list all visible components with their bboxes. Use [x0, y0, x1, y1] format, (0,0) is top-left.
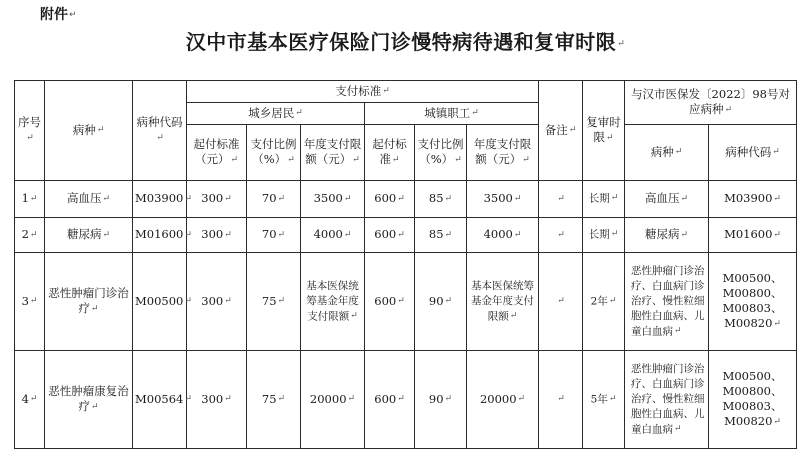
cell-remark: ↵: [539, 351, 583, 449]
cell-ur-start: 300↵: [187, 181, 247, 218]
table-row: [15, 351, 797, 449]
cell-code: M00564↵: [133, 351, 187, 449]
cell-ref-code: M01600↵: [709, 218, 797, 253]
cell-ref-disease: 恶性肿瘤门诊治疗、白血病门诊治疗、慢性粒细胞性白血病、儿童白血病↵: [625, 253, 709, 351]
header-ue-limit: 年度支付限额（元）↵: [467, 125, 539, 181]
header-doc-group: 与汉市医保发〔2022〕98号对应病种↵: [625, 81, 797, 125]
cell-ref-code: M03900↵: [709, 181, 797, 218]
cell-disease: 恶性肿瘤康复治疗↵: [45, 351, 133, 449]
cell-ref-disease: 糖尿病↵: [625, 218, 709, 253]
header-doc-disease: 病种↵: [625, 125, 709, 181]
table-row: [15, 181, 797, 218]
cell-seq: 2↵: [15, 218, 45, 253]
header-doc-code: 病种代码↵: [709, 125, 797, 181]
header-review-period: 复审时限↵: [583, 81, 625, 181]
cell-ue-ratio: 85↵: [415, 181, 467, 218]
cell-disease: 高血压↵: [45, 181, 133, 218]
cell-ur-ratio: 70↵: [247, 181, 301, 218]
cell-seq: 1↵: [15, 181, 45, 218]
table-row: [15, 253, 797, 351]
cell-ref-code: M00500、M00800、M00803、M00820↵: [709, 351, 797, 449]
cell-ur-ratio: 70↵: [247, 218, 301, 253]
cell-seq: 4↵: [15, 351, 45, 449]
cell-ur-limit: 4000↵: [301, 218, 365, 253]
cell-review: 5年↵: [583, 351, 625, 449]
cell-ref-disease: 高血压↵: [625, 181, 709, 218]
header-urban-employee: 城镇职工↵: [365, 103, 539, 125]
cell-ref-disease: 恶性肿瘤门诊治疗、白血病门诊治疗、慢性粒细胞性白血病、儿童白血病↵: [625, 351, 709, 449]
document-title: 汉中市基本医疗保险门诊慢特病待遇和复审时限↵: [185, 30, 626, 54]
header-payment-standard: 支付标准↵: [187, 81, 539, 103]
cell-remark: ↵: [539, 218, 583, 253]
cell-ue-ratio: 90↵: [415, 351, 467, 449]
cell-ue-limit: 基本医保统筹基金年度支付限额↵: [467, 253, 539, 351]
cell-review: 长期↵: [583, 218, 625, 253]
cell-ref-code: M00500、M00800、M00803、M00820↵: [709, 253, 797, 351]
header-urban-rural: 城乡居民↵: [187, 103, 365, 125]
header-ue-start: 起付标准↵: [365, 125, 415, 181]
disease-benefits-table: [14, 80, 797, 449]
cell-code: M01600↵: [133, 218, 187, 253]
cell-ue-start: 600↵: [365, 181, 415, 218]
cell-remark: ↵: [539, 253, 583, 351]
header-code: 病种代码↵: [133, 81, 187, 181]
cell-ue-ratio: 85↵: [415, 218, 467, 253]
cell-ue-start: 600↵: [365, 351, 415, 449]
cell-ue-ratio: 90↵: [415, 253, 467, 351]
cell-ue-start: 600↵: [365, 253, 415, 351]
cell-ur-ratio: 75↵: [247, 253, 301, 351]
cell-ur-ratio: 75↵: [247, 351, 301, 449]
cell-disease: 糖尿病↵: [45, 218, 133, 253]
cell-code: M00500↵: [133, 253, 187, 351]
header-seq: 序号↵: [15, 81, 45, 181]
table-row: [15, 218, 797, 253]
cell-ur-limit: 20000↵: [301, 351, 365, 449]
cell-review: 2年↵: [583, 253, 625, 351]
cell-ur-limit: 基本医保统筹基金年度支付限额↵: [301, 253, 365, 351]
header-ur-limit: 年度支付限额（元）↵: [301, 125, 365, 181]
header-ur-start: 起付标准（元）↵: [187, 125, 247, 181]
header-ue-ratio: 支付比例（%）↵: [415, 125, 467, 181]
cell-code: M03900↵: [133, 181, 187, 218]
header-remark: 备注↵: [539, 81, 583, 181]
cell-remark: ↵: [539, 181, 583, 218]
cell-ue-limit: 3500↵: [467, 181, 539, 218]
cell-disease: 恶性肿瘤门诊治疗↵: [45, 253, 133, 351]
cell-ur-start: 300↵: [187, 218, 247, 253]
cell-ue-start: 600↵: [365, 218, 415, 253]
cell-ue-limit: 20000↵: [467, 351, 539, 449]
header-ur-ratio: 支付比例（%）↵: [247, 125, 301, 181]
header-disease: 病种↵: [45, 81, 133, 181]
cell-seq: 3↵: [15, 253, 45, 351]
attachment-label: 附件↵: [40, 7, 77, 23]
cell-review: 长期↵: [583, 181, 625, 218]
cell-ur-start: 300↵: [187, 253, 247, 351]
cell-ur-start: 300↵: [187, 351, 247, 449]
cell-ue-limit: 4000↵: [467, 218, 539, 253]
cell-ur-limit: 3500↵: [301, 181, 365, 218]
